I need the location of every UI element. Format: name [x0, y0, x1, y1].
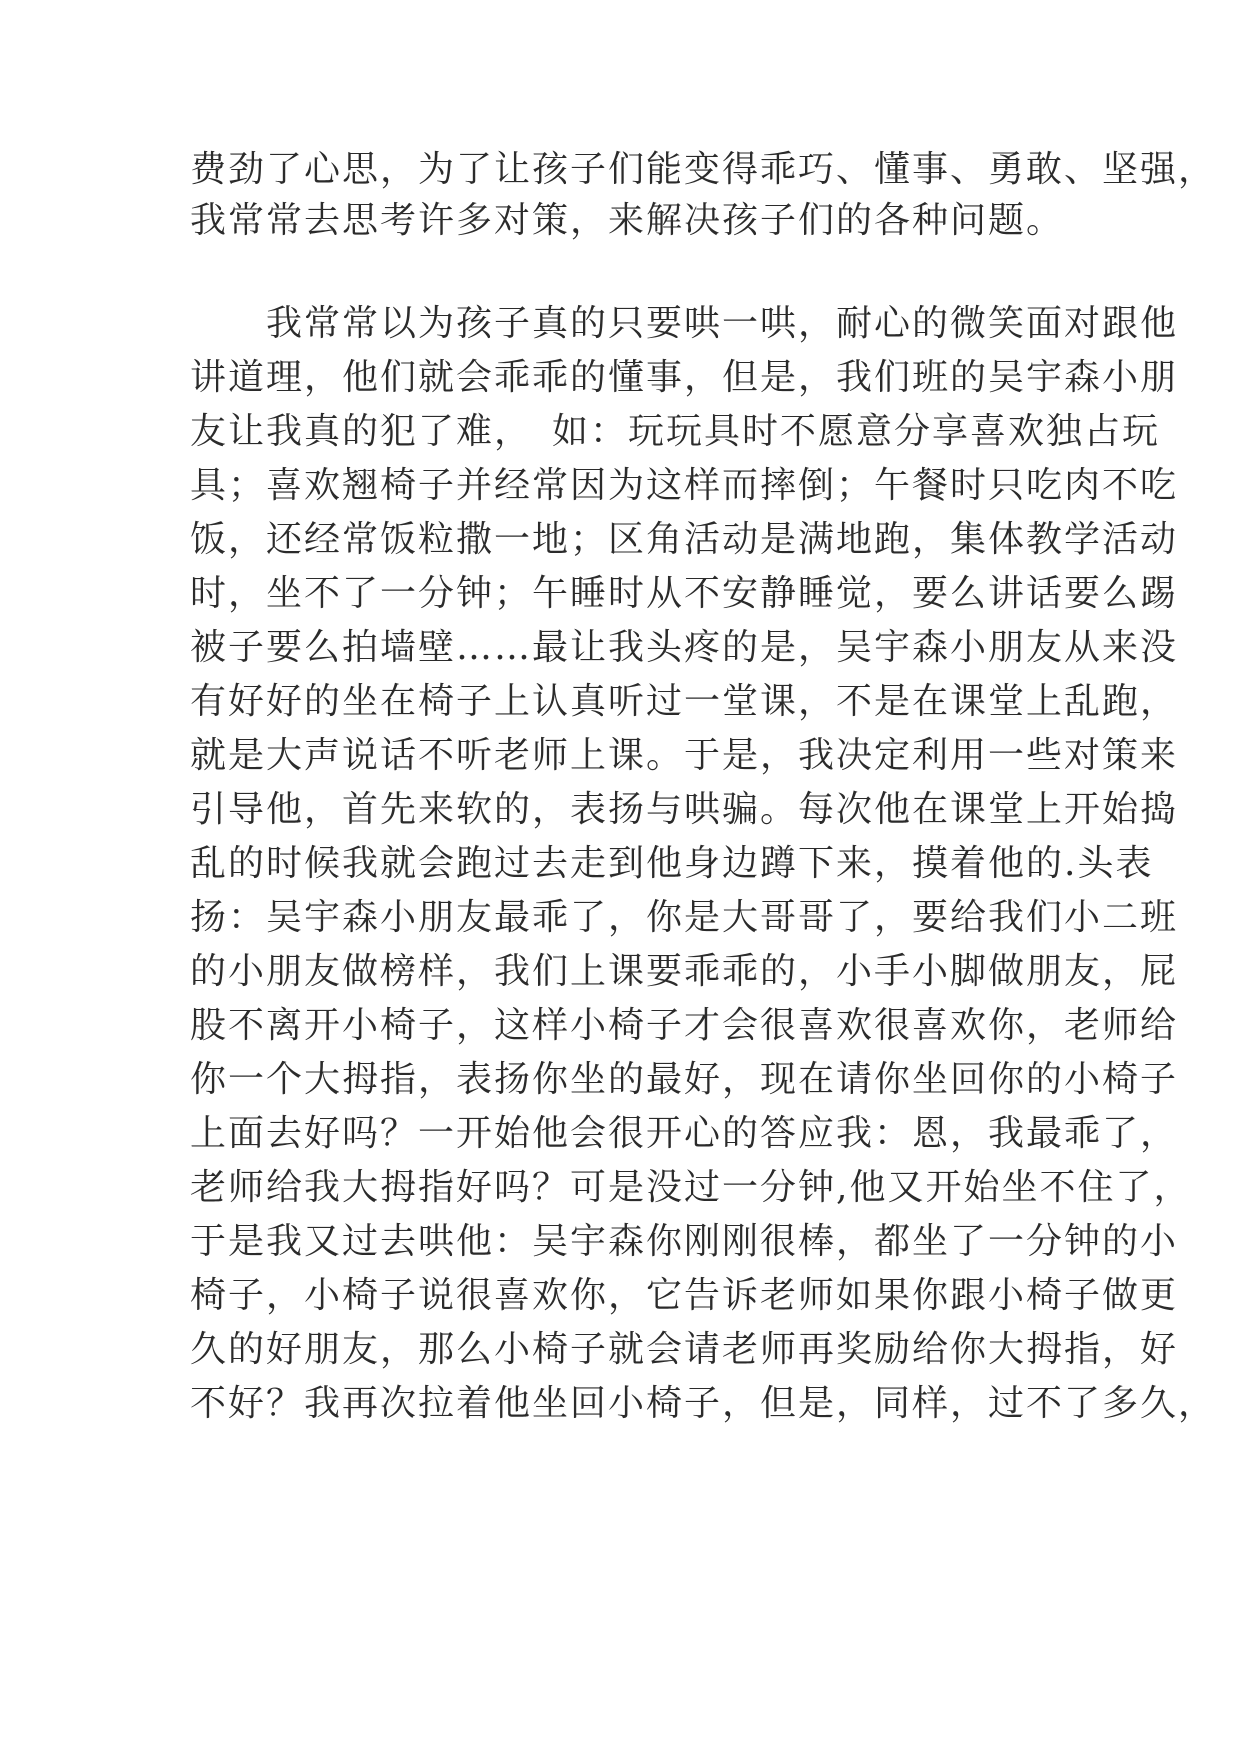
paragraph-2-line-12: 扬：吴宇森小朋友最乖了，你是大哥哥了，要给我们小二班 [190, 897, 1179, 938]
paragraph-2-line-5: 饭，还经常饭粒撒一地；区角活动是满地跑，集体教学活动 [190, 519, 1179, 560]
paragraph-1-line-1: 费劲了心思，为了让孩子们能变得乖巧、懂事、勇敢、坚强， [190, 149, 1217, 190]
paragraph-2-line-10: 引导他，首先来软的，表扬与哄骗。每次他在课堂上开始捣 [190, 789, 1179, 830]
paragraph-2-line-2: 讲道理，他们就会乖乖的懂事，但是，我们班的吴宇森小朋 [190, 357, 1179, 398]
paragraph-2-line-8: 有好好的坐在椅子上认真听过一堂课，不是在课堂上乱跑， [190, 681, 1179, 722]
paragraph-1-line-2: 我常常去思考许多对策，来解决孩子们的各种问题。 [190, 200, 1065, 241]
paragraph-2-line-15: 你一个大拇指，表扬你坐的最好，现在请你坐回你的小椅子 [190, 1059, 1179, 1100]
paragraph-2-line-13: 的小朋友做榜样，我们上课要乖乖的，小手小脚做朋友，屁 [190, 951, 1179, 992]
paragraph-2-line-19: 椅子，小椅子说很喜欢你，它告诉老师如果你跟小椅子做更 [190, 1275, 1179, 1316]
paragraph-2-line-17: 老师给我大拇指好吗？可是没过一分钟,他又开始坐不住了， [190, 1167, 1192, 1208]
paragraph-2-line-6: 时，坐不了一分钟；午睡时从不安静睡觉，要么讲话要么踢 [190, 573, 1179, 614]
paragraph-2-line-14: 股不离开小椅子，这样小椅子才会很喜欢很喜欢你，老师给 [190, 1005, 1179, 1046]
paragraph-2-line-7: 被子要么拍墙壁……最让我头疼的是，吴宇森小朋友从来没 [190, 627, 1179, 668]
paragraph-2-line-11: 乱的时候我就会跑过去走到他身边蹲下来，摸着他的.头表 [190, 843, 1154, 884]
paragraph-2-line-18: 于是我又过去哄他：吴宇森你刚刚很棒，都坐了一分钟的小 [190, 1221, 1179, 1262]
paragraph-2-line-16: 上面去好吗？一开始他会很开心的答应我：恩，我最乖了， [190, 1113, 1179, 1154]
paragraph-2-line-3: 友让我真的犯了难， 如：玩玩具时不愿意分享喜欢独占玩 [190, 411, 1161, 452]
paragraph-2-line-4: 具；喜欢翘椅子并经常因为这样而摔倒；午餐时只吃肉不吃 [190, 465, 1179, 506]
paragraph-2-line-9: 就是大声说话不听老师上课。于是，我决定利用一些对策来 [190, 735, 1179, 776]
paragraph-2-line-20: 久的好朋友，那么小椅子就会请老师再奖励给你大拇指，好 [190, 1329, 1179, 1370]
paragraph-2-line-21: 不好？我再次拉着他坐回小椅子，但是，同样，过不了多久， [190, 1383, 1217, 1424]
paragraph-2-line-1: 我常常以为孩子真的只要哄一哄，耐心的微笑面对跟他 [190, 303, 1179, 344]
